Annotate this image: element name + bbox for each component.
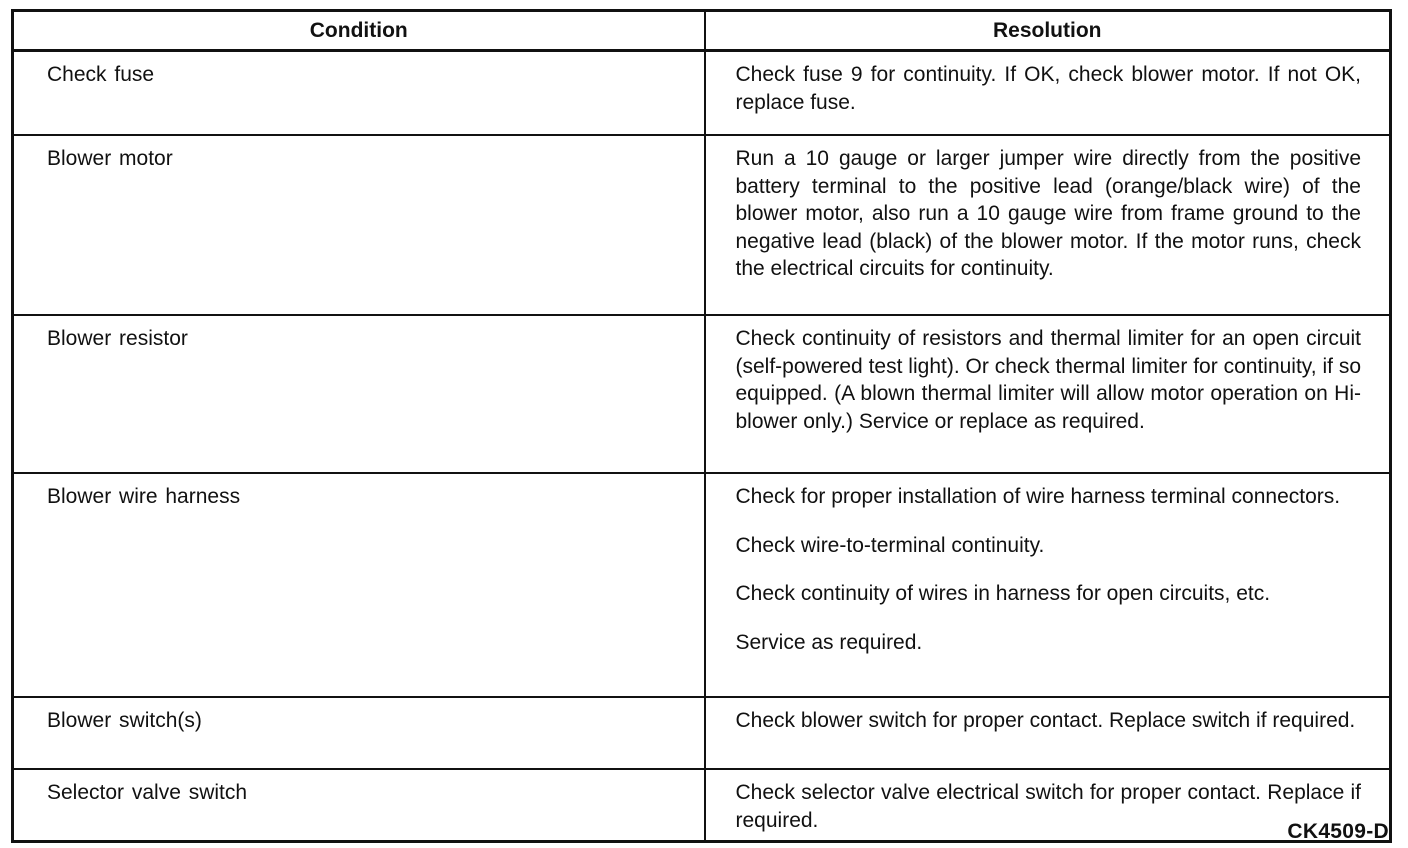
condition-cell: Blower switch(s): [13, 697, 705, 769]
condition-cell: Blower motor: [13, 135, 705, 315]
condition-cell: Check fuse: [13, 51, 705, 136]
resolution-text: Check continuity of resistors and thermal limiter for an open circuit (self-powered test light). Or check thermal limiter for continuity, if so equipped. (A blown thermal limiter will allow motor operation on Hi-blower only.) Service or replace as required.: [735, 327, 1361, 433]
table-row: [13, 697, 1391, 769]
resolution-cell: [705, 473, 1391, 697]
resolution-cell: [705, 697, 1391, 769]
resolution-cell: [705, 315, 1391, 473]
resolution-text: Check fuse 9 for continuity. If OK, check blower motor. If not OK, replace fuse.: [735, 63, 1361, 114]
resolution-header: Resolution: [705, 11, 1391, 51]
resolution-text: Check blower switch for proper contact. Replace switch if required.: [735, 709, 1356, 732]
table-row: [13, 51, 1391, 136]
resolution-text: Check wire-to-terminal continuity.: [735, 533, 1045, 557]
table-row: [13, 769, 1391, 842]
table-row: [13, 135, 1391, 315]
resolution-cell: [705, 135, 1391, 315]
resolution-cell: [705, 51, 1391, 136]
resolution-text: Service as required.: [735, 630, 923, 654]
figure-reference-code: CK4509-D: [1287, 820, 1389, 843]
diagnosis-sheet: [11, 9, 1389, 843]
condition-cell: Blower wire harness: [13, 473, 705, 697]
resolution-text: Run a 10 gauge or larger jumper wire directly from the positive battery terminal to the positive lead (orange/black wire) of the blower motor, also run a 10 gauge wire from frame ground to the negative lead (black) of the blower motor. If the motor runs, check the electrical circuits for continuity.: [735, 147, 1361, 280]
table-row: [13, 315, 1391, 473]
condition-header: Condition: [13, 11, 705, 51]
condition-cell: Selector valve switch: [13, 769, 705, 842]
resolution-text: Check for proper installation of wire harness terminal connectors.: [735, 485, 1341, 508]
header-row: [13, 11, 1391, 51]
diagnosis-table: [11, 9, 1392, 843]
condition-cell: Blower resistor: [13, 315, 705, 473]
table-row: [13, 473, 1391, 697]
resolution-text: Check continuity of wires in harness for open circuits, etc.: [735, 582, 1271, 605]
resolution-text: Check selector valve electrical switch for proper contact. Replace if required.: [735, 781, 1361, 832]
